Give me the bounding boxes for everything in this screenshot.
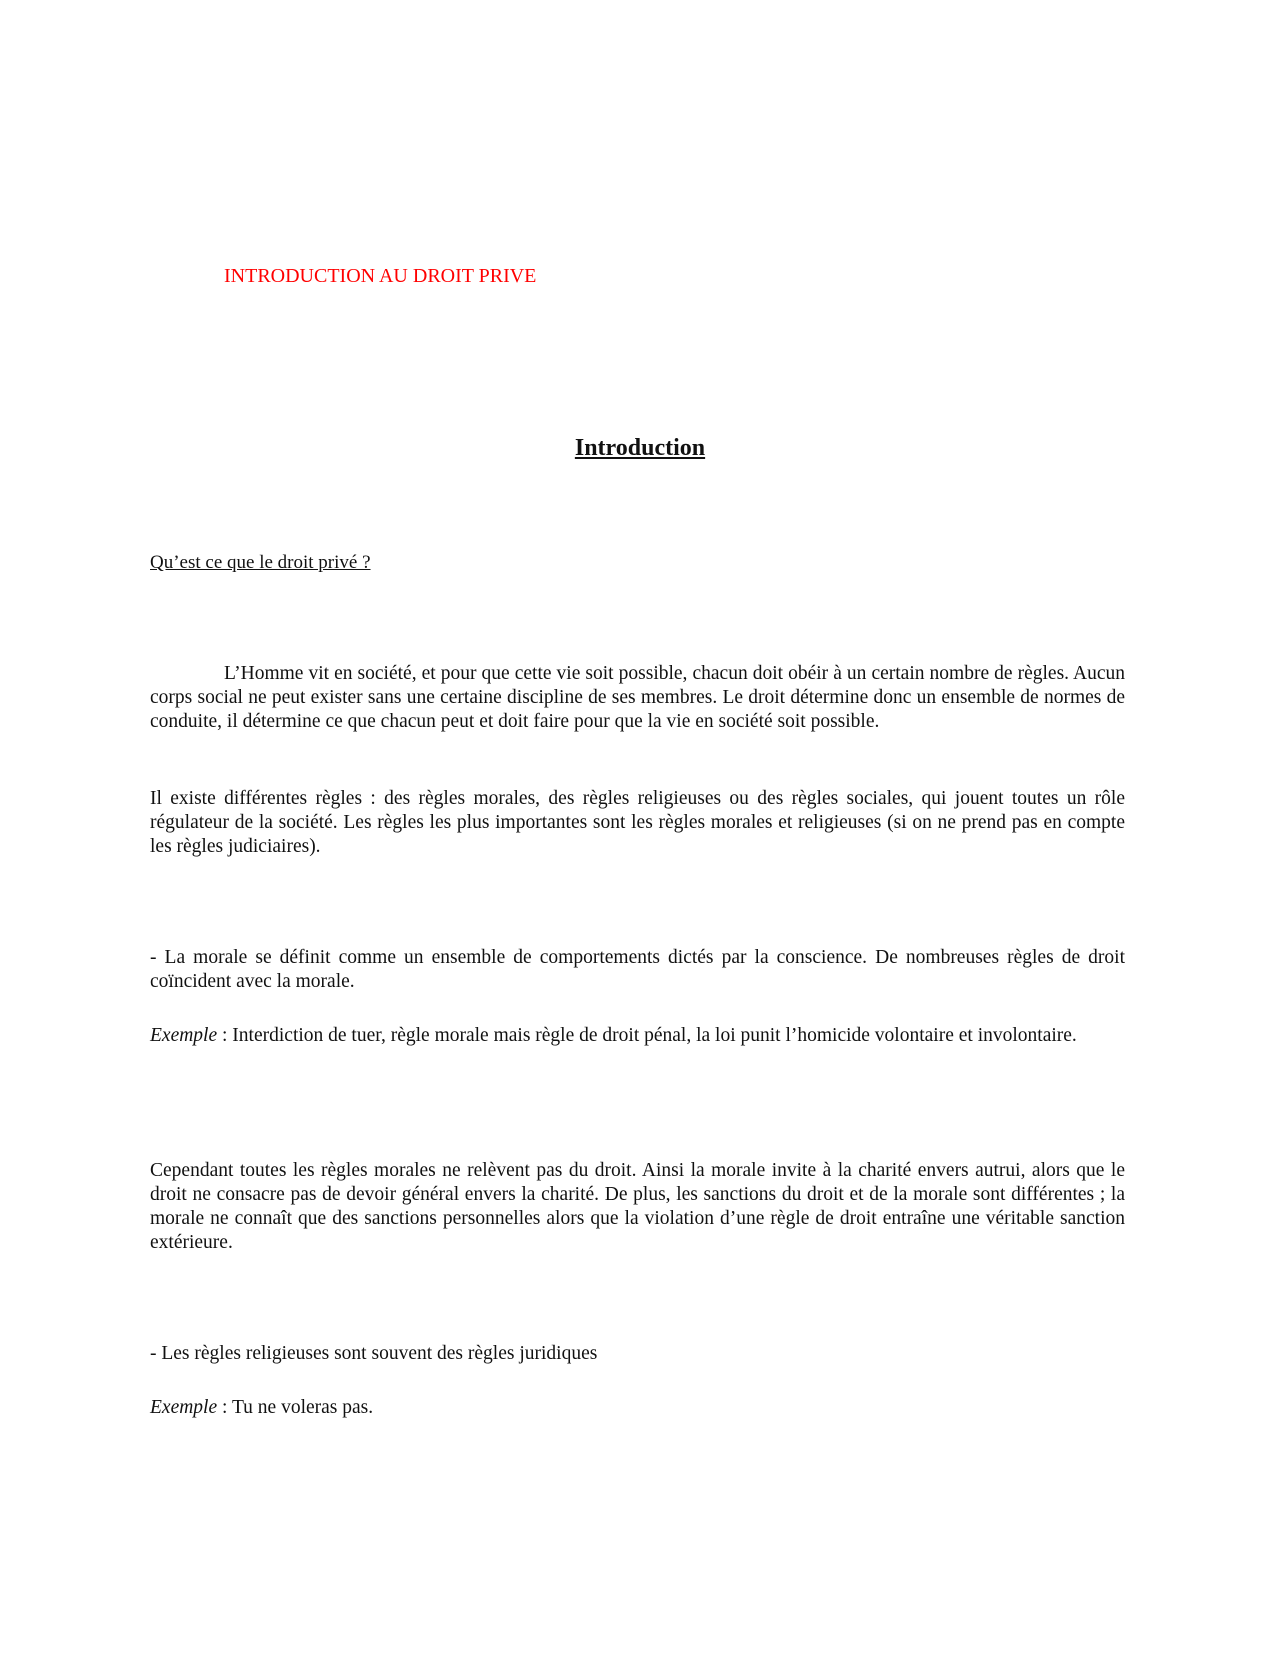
paragraph-text: Cependant toutes les règles morales ne relèvent pas du droit. Ainsi la morale invite à la charité envers autrui, alors que le droit ne consacre pas de devoir général envers la charité. De plus, les sanctions du droit et de la morale sont différentes ; la morale ne connaît que des sanctions personnelles alors que la violation d’une règle de droit entraîne une véritable sanction extérieure. [150,1160,1125,1253]
paragraph-religious [150,1342,1125,1366]
paragraph-text: : Tu ne voleras pas. [217,1397,374,1418]
paragraph-intro [150,662,1125,734]
paragraph-morale [150,946,1125,994]
paragraph-rules [150,787,1125,859]
example-label: Exemple [150,1025,218,1046]
paragraph-text: : Interdiction de tuer, règle morale mais règle de droit pénal, la loi punit l’homicide volontaire et involontaire. [217,1025,1077,1046]
paragraph-text: - Les règles religieuses sont souvent des règles juridiques [150,1343,598,1364]
section-heading: Qu’est ce que le droit privé ? [150,552,371,573]
paragraph-sanctions [150,1159,1125,1255]
paragraph-example-morale [150,1024,1125,1048]
document-header: INTRODUCTION AU DROIT PRIVE [224,265,537,287]
page-title: Introduction [574,435,706,461]
paragraph-example-religious [150,1396,1125,1420]
paragraph-text: - La morale se définit comme un ensemble de comportements dictés par la conscience. De nombreuses règles de droit coïncident avec la morale. [150,947,1125,992]
example-label: Exemple [150,1397,218,1418]
paragraph-text: L’Homme vit en société, et pour que cette vie soit possible, chacun doit obéir à un certain nombre de règles. Aucun corps social ne peut exister sans une certaine discipline de ses membres. Le droit détermine donc un ensemble de normes de conduite, il détermine ce que chacun peut et doit faire pour que la vie en société soit possible. [150,663,1125,732]
paragraph-text: Il existe différentes règles : des règles morales, des règles religieuses ou des règles sociales, qui jouent toutes un rôle régulateur de la société. Les règles les plus importantes sont les règles morales et religieuses (si on ne prend pas en compte les règles judiciaires). [150,788,1125,857]
